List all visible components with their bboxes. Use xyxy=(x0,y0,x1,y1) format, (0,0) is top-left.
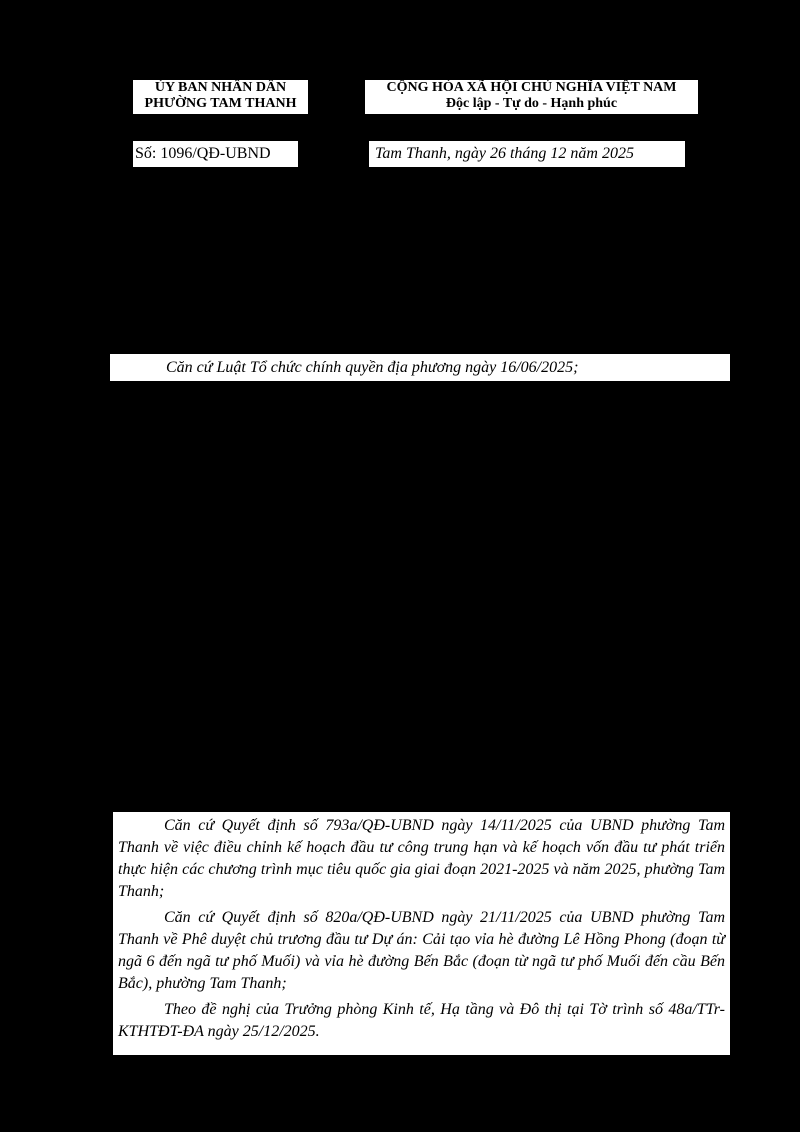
legal-basis-text: Căn cứ Quyết định số 820a/QĐ-UBND ngày 21/11/2025 của UBND phường Tam Thanh về Phê duyệt chủ trương đầu tư Dự án: Cải tạo vỉa hè đường Lê Hồng Phong (đoạn từ ngã 6 đến ngã tư phố Muối) và vỉa hè đường Bến Bắc (đoạn từ ngã tư phố Muối đến cầu Bến Bắc), phường Tam Thanh; xyxy=(118,909,725,992)
legal-basis-block xyxy=(113,812,730,1055)
nation-line-2: Độc lập - Tự do - Hạnh phúc xyxy=(445,96,618,111)
document-number: Số: 1096/QĐ-UBND xyxy=(133,141,298,167)
legal-basis-paragraph xyxy=(118,999,725,1043)
issuing-agency xyxy=(133,80,308,114)
legal-basis-paragraph xyxy=(118,815,725,903)
legal-basis-paragraph xyxy=(118,907,725,995)
nation-line-1: CỘNG HÒA XÃ HỘI CHỦ NGHĨA VIỆT NAM xyxy=(386,80,677,95)
agency-line-1: ỦY BAN NHÂN DÂN xyxy=(154,80,287,95)
legal-basis-text: Căn cứ Quyết định số 793a/QĐ-UBND ngày 14/11/2025 của UBND phường Tam Thanh về việc điều chỉnh kế hoạch đầu tư công trung hạn và kế hoạch vốn đầu tư phát triển thực hiện các chương trình mục tiêu quốc gia giai đoạn 2021-2025 và năm 2025, phường Tam Thanh; xyxy=(118,817,725,900)
legal-basis-text: Theo đề nghị của Trưởng phòng Kinh tế, Hạ tầng và Đô thị tại Tờ trình số 48a/TTr-KTHTĐT-ĐA ngày 25/12/2025. xyxy=(118,1001,725,1040)
place-and-date: Tam Thanh, ngày 26 tháng 12 năm 2025 xyxy=(369,141,685,167)
legal-basis-line: Căn cứ Luật Tổ chức chính quyền địa phương ngày 16/06/2025; xyxy=(110,354,730,381)
agency-line-2: PHƯỜNG TAM THANH xyxy=(144,96,297,111)
national-motto xyxy=(365,80,698,114)
